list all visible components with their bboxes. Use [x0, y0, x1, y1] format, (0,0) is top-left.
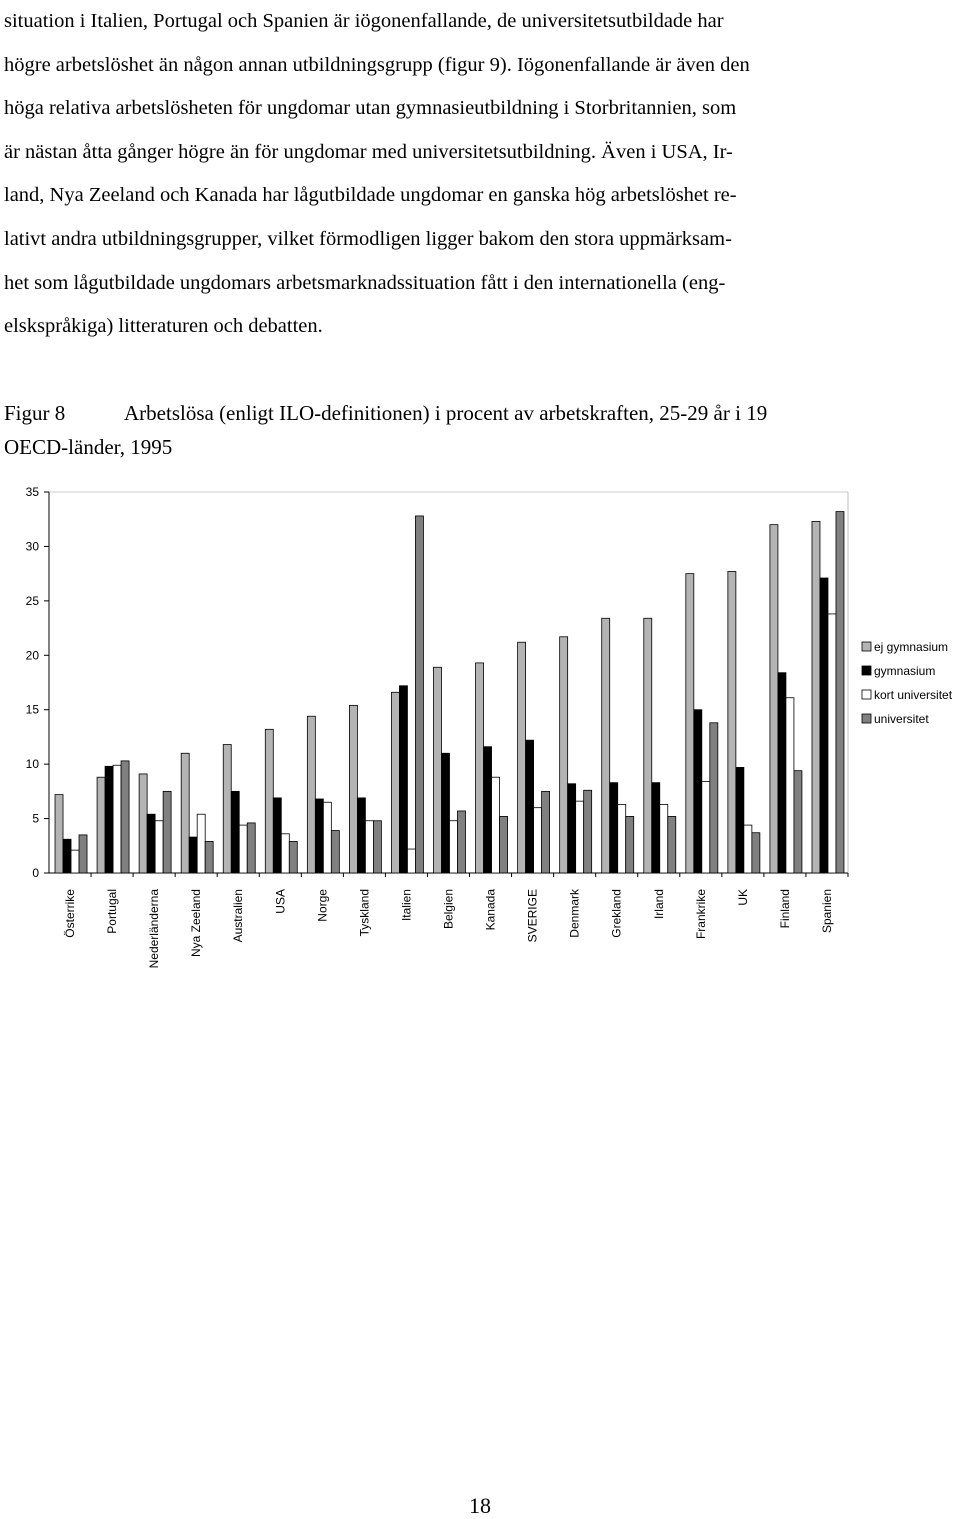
x-tick-label: Spanien	[819, 889, 834, 934]
bar	[365, 821, 373, 873]
bar	[534, 808, 542, 873]
bar-chart	[0, 470, 960, 990]
figure-title: Arbetslösa (enligt ILO-definitionen) i procent av arbetskraften, 25-29 år i 19	[124, 401, 768, 425]
bar	[728, 571, 736, 873]
paragraph-line: högre arbetslöshet än någon annan utbildningsgrupp (figur 9). Iögonenfallande är även den	[4, 53, 750, 76]
bar	[644, 618, 652, 873]
bar	[231, 791, 239, 873]
x-tick-label: Italien	[399, 889, 414, 922]
bar	[652, 783, 660, 873]
paragraph-line: höga relativa arbetslösheten för ungdomar utan gymnasieutbildning i Storbritannien, som	[4, 97, 737, 120]
paragraph-line: het som lågutbildade ungdomars arbetsmarknadssituation fått i den internationella (eng-	[4, 271, 726, 294]
bar	[542, 791, 550, 873]
bar	[205, 841, 213, 873]
bar	[273, 798, 281, 873]
bar	[139, 774, 147, 873]
bar	[197, 814, 205, 873]
y-tick-label: 0	[32, 866, 39, 880]
x-tick-label: Portugal	[105, 889, 120, 934]
bar	[147, 814, 155, 873]
x-tick-label: UK	[735, 889, 750, 906]
bar	[736, 767, 744, 873]
bar	[391, 692, 399, 873]
x-tick-label: Finland	[777, 889, 792, 929]
bar	[289, 841, 297, 873]
legend-swatch	[862, 642, 871, 651]
y-tick-label: 10	[25, 757, 39, 772]
bar	[584, 790, 592, 873]
x-tick-label: USA	[273, 889, 288, 914]
bar	[686, 574, 694, 873]
x-tick-label: SVERIGE	[525, 889, 540, 943]
legend-swatch	[862, 714, 871, 723]
paragraph-line: situation i Italien, Portugal och Spanien är iögonenfallande, de universitetsutbildade har	[4, 10, 724, 32]
x-tick-label: Frankrike	[693, 889, 708, 940]
y-tick-label: 35	[25, 485, 39, 499]
paragraph-line: elskspråkiga) litteraturen och debatten.	[4, 315, 323, 338]
bar	[560, 637, 568, 873]
legend-label: ej gymnasium	[874, 640, 949, 654]
body-paragraph	[4, 0, 908, 349]
bar	[794, 771, 802, 873]
legend-swatch	[862, 666, 871, 675]
bar	[247, 823, 255, 873]
bar	[576, 801, 584, 873]
bar	[568, 784, 576, 873]
x-tick-label: Österrike	[63, 889, 78, 938]
paragraph-text	[4, 0, 908, 349]
legend-label: gymnasium	[874, 664, 936, 678]
bar	[163, 791, 171, 873]
x-tick-label: Denmark	[567, 889, 582, 938]
paragraph-line: land, Nya Zeeland och Kanada har lågutbildade ungdomar en ganska hög arbetslöshet re-	[4, 184, 737, 207]
bar	[323, 802, 331, 873]
bar	[71, 850, 79, 873]
bar	[668, 816, 676, 873]
paragraph-line: lativt andra utbildningsgrupper, vilket förmodligen ligger bakom den stora uppmärksam-	[4, 227, 732, 250]
page-number: 18	[469, 1493, 491, 1518]
bar	[281, 834, 289, 873]
bar	[155, 821, 163, 873]
x-tick-label: Australien	[231, 889, 246, 943]
bar	[702, 782, 710, 873]
bar	[239, 825, 247, 873]
bar	[407, 849, 415, 873]
bar	[307, 716, 315, 873]
y-tick-label: 20	[25, 648, 39, 663]
bar	[492, 777, 500, 873]
bar	[812, 521, 820, 873]
bar	[484, 747, 492, 873]
bar	[752, 833, 760, 873]
x-tick-label: Tyskland	[357, 889, 372, 937]
bar	[610, 783, 618, 873]
bar	[836, 512, 844, 873]
x-tick-label: Grekland	[609, 889, 624, 938]
bar	[79, 835, 87, 873]
y-tick-label: 5	[32, 811, 39, 826]
bar	[660, 804, 668, 873]
bar	[450, 821, 458, 873]
bar	[770, 525, 778, 873]
legend-swatch	[862, 690, 871, 699]
bar	[97, 777, 105, 873]
bar	[476, 663, 484, 873]
bar	[189, 837, 197, 873]
bar	[55, 795, 63, 873]
bar	[415, 516, 423, 873]
bar	[500, 816, 508, 873]
bar	[113, 765, 121, 873]
paragraph-line: är nästan åtta gånger högre än för ungdomar med universitetsutbildning. Även i USA, Ir-	[4, 140, 733, 163]
x-tick-label: Nederländerna	[147, 889, 162, 969]
bar	[458, 811, 466, 873]
bar	[63, 839, 71, 873]
bar	[744, 825, 752, 873]
bar	[223, 745, 231, 873]
bar	[820, 578, 828, 873]
bar	[602, 618, 610, 873]
figure-caption-line-2: OECD-länder, 1995	[4, 435, 173, 459]
bar	[786, 698, 794, 873]
x-tick-label: Norge	[315, 889, 330, 922]
figure-caption-line-1	[4, 396, 924, 430]
bar	[626, 816, 634, 873]
bar	[121, 761, 129, 873]
bar	[105, 766, 113, 873]
y-tick-label: 15	[25, 702, 39, 717]
bar	[373, 821, 381, 873]
bar	[778, 673, 786, 873]
bar	[710, 723, 718, 873]
figure-caption	[4, 396, 924, 464]
bar	[828, 614, 836, 873]
bar	[618, 804, 626, 873]
x-tick-label: Nya Zeeland	[189, 889, 204, 958]
legend-label: universitet	[874, 712, 929, 726]
x-tick-label: Kanada	[483, 889, 498, 931]
bar	[181, 753, 189, 873]
x-tick-label: Belgien	[441, 889, 456, 930]
figure-label: Figur 8	[4, 401, 66, 425]
bar	[315, 799, 323, 873]
bar	[442, 753, 450, 873]
bar	[265, 729, 273, 873]
bar	[399, 686, 407, 873]
bar	[694, 710, 702, 873]
bar	[331, 831, 339, 873]
y-tick-label: 30	[25, 539, 39, 554]
bar	[434, 667, 442, 873]
y-tick-label: 25	[25, 593, 39, 608]
legend-label: kort universitet	[874, 688, 953, 702]
bar	[518, 642, 526, 873]
bar	[349, 705, 357, 873]
bar	[526, 740, 534, 873]
x-tick-label: Irland	[651, 889, 666, 920]
bar	[357, 798, 365, 873]
